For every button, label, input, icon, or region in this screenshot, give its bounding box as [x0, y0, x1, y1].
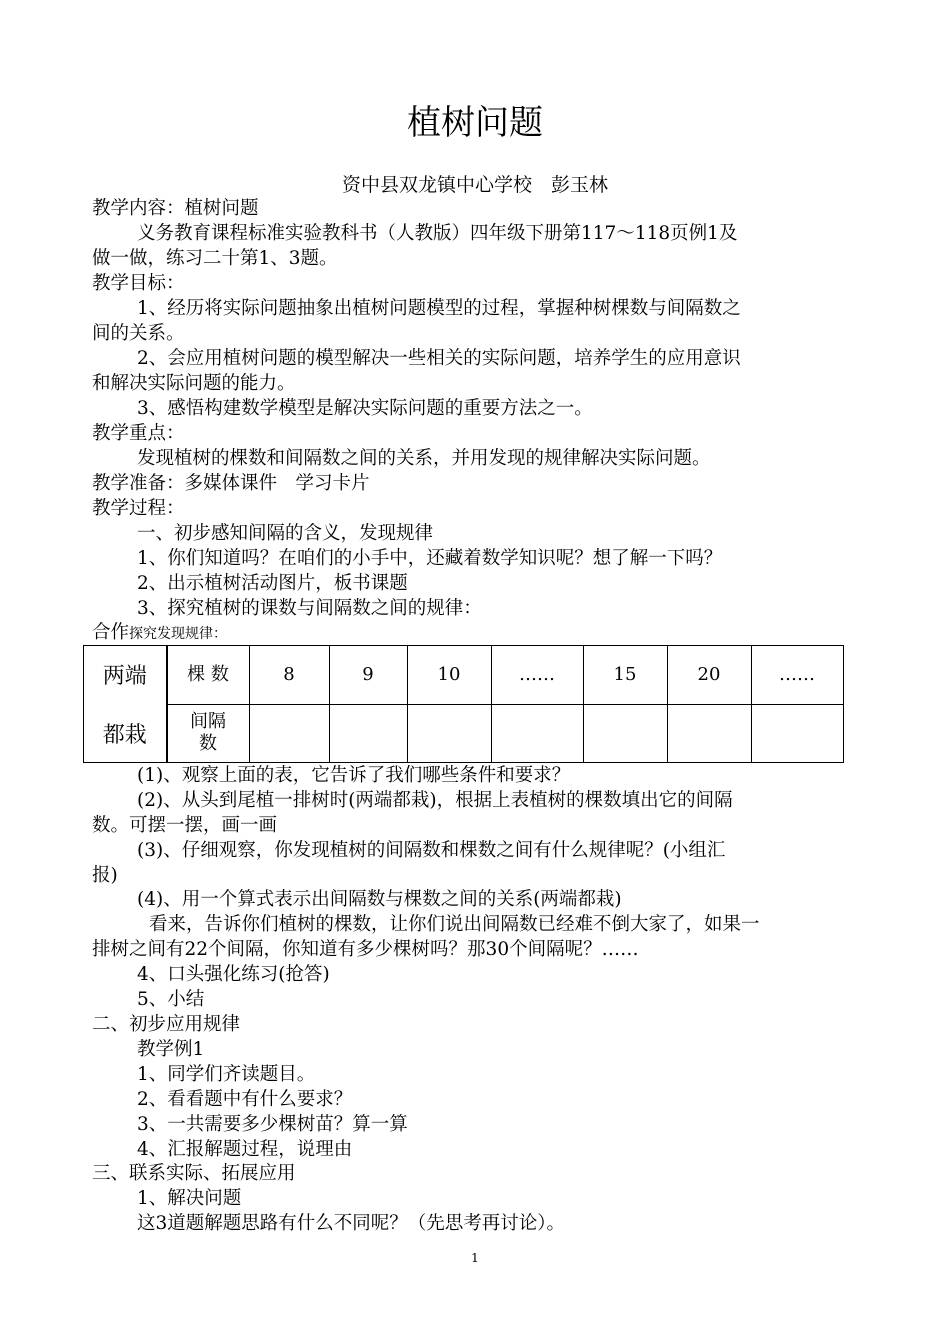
paragraph-line: (2)、从头到尾植一排树时(两端都栽)，根据上表植树的棵数填出它的间隔	[137, 790, 733, 811]
paragraph-line: 一、初步感知间隔的含义，发现规律	[137, 523, 434, 544]
paragraph-line: 数。可摆一摆，画一画	[92, 815, 278, 836]
author-line: 资中县双龙镇中心学校 彭玉林	[341, 174, 608, 196]
row-header-interval-count	[167, 704, 249, 763]
table-row	[83, 646, 843, 705]
paragraph-line: 5、小结	[137, 989, 205, 1010]
tree-count-cell: 10	[407, 646, 491, 705]
cooperate-big-text: 合作	[92, 622, 130, 643]
row-header-interval-line2: 数	[199, 733, 217, 755]
page-title: 植树问题	[407, 103, 543, 143]
section-preparation: 教学准备：多媒体课件 学习卡片	[92, 473, 370, 494]
interval-blank-cell[interactable]	[583, 704, 667, 763]
paragraph-line: 3、感悟构建数学模型是解决实际问题的重要方法之一。	[137, 398, 593, 419]
cooperate-small-text: 探究发现规律：	[129, 626, 228, 642]
section-teaching-goals: 教学目标：	[92, 273, 185, 294]
interval-blank-cell[interactable]	[667, 704, 751, 763]
tree-count-cell: ……	[751, 646, 843, 705]
paragraph-line: 2、会应用植树问题的模型解决一些相关的实际问题，培养学生的应用意识	[137, 348, 741, 369]
paragraph-line: 和解决实际问题的能力。	[92, 373, 296, 394]
paragraph-line: 报)	[92, 865, 118, 886]
paragraph-line: 3、一共需要多少棵树苗？算一算	[137, 1114, 408, 1135]
side-label-bottom: 都栽	[102, 722, 147, 748]
paragraph-line: 教学例1	[137, 1039, 205, 1060]
tree-interval-table	[83, 645, 844, 763]
paragraph-line: 3、探究植树的课数与间隔数之间的规律：	[137, 598, 482, 619]
paragraph-line: (3)、仔细观察，你发现植树的间隔数和棵数之间有什么规律呢？(小组汇	[137, 840, 726, 861]
side-label-top: 两端	[102, 664, 147, 690]
row-header-interval-line1: 间隔	[190, 711, 226, 733]
paragraph-line: 这3道题解题思路有什么不同呢？（先思考再讨论）。	[137, 1213, 566, 1234]
paragraph-line: 1、经历将实际问题抽象出植树问题模型的过程，掌握种树棵数与间隔数之	[137, 298, 741, 319]
interval-blank-cell[interactable]	[491, 704, 583, 763]
paragraph-line: 做一做，练习二十第1、3题。	[92, 248, 338, 269]
paragraph-line: 排树之间有22个间隔，你知道有多少棵树吗？那30个间隔呢？……	[92, 939, 639, 960]
tree-count-cell: 9	[329, 646, 407, 705]
paragraph-line: 发现植树的棵数和间隔数之间的关系，并用发现的规律解决实际问题。	[137, 448, 711, 469]
section-key-points: 教学重点：	[92, 423, 185, 444]
interval-blank-cell[interactable]	[329, 704, 407, 763]
section-process: 教学过程：	[92, 498, 185, 519]
paragraph-line: 2、看看题中有什么要求？	[137, 1089, 353, 1110]
paragraph-line: 1、你们知道吗？在咱们的小手中，还藏着数学知识呢？想了解一下吗？	[137, 548, 723, 569]
cooperate-label	[92, 621, 862, 646]
paragraph-line: 看来，告诉你们植树的棵数，让你们说出间隔数已经难不倒大家了，如果一	[149, 914, 760, 935]
row-header-tree-count: 棵 数	[167, 646, 249, 705]
table-row	[83, 704, 843, 763]
paragraph-line: 4、口头强化练习(抢答)	[137, 964, 330, 985]
paragraph-line: 1、解决问题	[137, 1188, 242, 1209]
tree-count-cell: 8	[249, 646, 329, 705]
page-number: 1	[471, 1251, 479, 1265]
paragraph-line: (1)、观察上面的表，它告诉了我们哪些条件和要求？	[137, 765, 571, 786]
tree-count-cell: 15	[583, 646, 667, 705]
section-heading: 二、初步应用规律	[92, 1014, 241, 1035]
paragraph-line: 1、同学们齐读题目。	[137, 1064, 316, 1085]
paragraph-line: 义务教育课程标准实验教科书（人教版）四年级下册第117～118页例1及	[137, 223, 738, 244]
paragraph-line: 4、汇报解题过程，说理由	[137, 1139, 353, 1160]
paragraph-line: 间的关系。	[92, 323, 185, 344]
interval-blank-cell[interactable]	[407, 704, 491, 763]
paragraph-line: (4)、用一个算式表示出间隔数与棵数之间的关系(两端都栽)	[137, 889, 622, 910]
paragraph-line: 2、出示植树活动图片，板书课题	[137, 573, 408, 594]
section-teaching-content: 教学内容：植树问题	[92, 198, 259, 219]
interval-blank-cell[interactable]	[249, 704, 329, 763]
tree-count-cell: 20	[667, 646, 751, 705]
tree-count-cell: ……	[491, 646, 583, 705]
interval-blank-cell[interactable]	[751, 704, 843, 763]
section-heading: 三、联系实际、拓展应用	[92, 1163, 296, 1184]
